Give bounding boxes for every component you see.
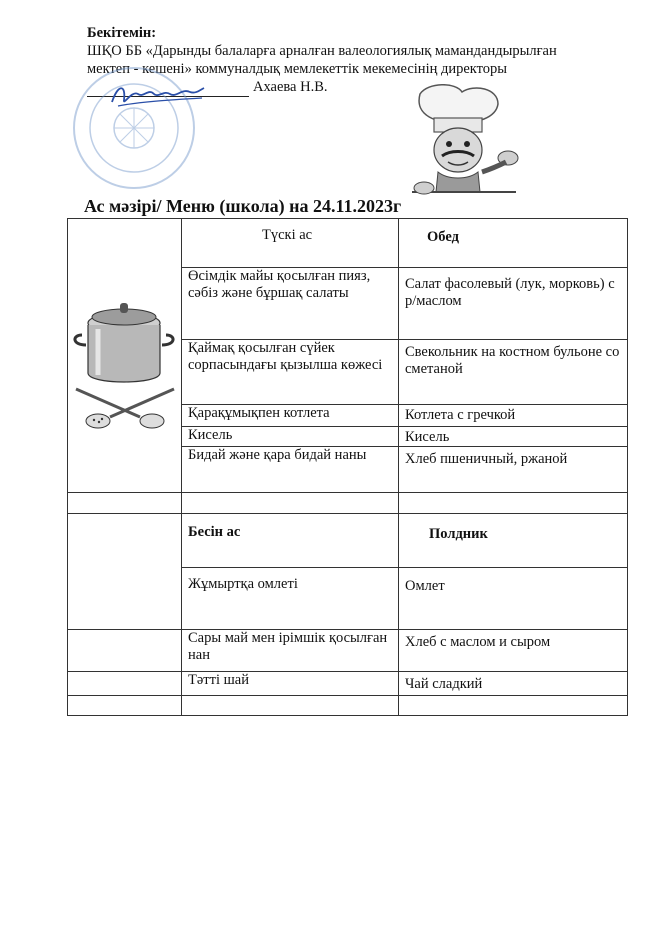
empty-cell — [68, 493, 182, 514]
menu-item-ru: Кисель — [399, 427, 628, 447]
empty-cell — [182, 696, 399, 716]
lunch-header-row — [68, 219, 628, 268]
snack-header-ru-cell — [399, 514, 628, 568]
snack-header-kz: Бесін ас — [188, 524, 241, 540]
handwritten-signature — [108, 80, 208, 110]
chef-illustration — [398, 84, 530, 200]
empty-row — [68, 493, 628, 514]
empty-cell — [68, 696, 182, 716]
menu-item-kz: Қарақұмықпен котлета — [182, 405, 399, 427]
lunch-header-ru-cell — [399, 219, 628, 268]
snack-header-ru: Полдник — [429, 526, 488, 542]
director-name: Ахаева Н.В. — [253, 79, 328, 95]
menu-title: Ас мәзірі/ Меню (школа) на 24.11.2023г — [84, 196, 402, 216]
empty-row — [68, 696, 628, 716]
menu-item-ru: Свекольник на костном бульоне со сметаной — [399, 340, 628, 405]
lunch-header-kz-cell — [182, 219, 399, 268]
menu-item-ru: Котлета с гречкой — [399, 405, 628, 427]
approval-line-2: мектеп - кешені» коммуналдық мемлекеттік мекемесінің директоры — [87, 61, 508, 77]
menu-table — [67, 218, 628, 716]
empty-cell — [399, 493, 628, 514]
empty-cell — [68, 672, 182, 696]
menu-item-kz: Сары май мен ірімшік қосылған нан — [182, 630, 399, 672]
menu-item-kz: Өсімдік майы қосылған пияз, сәбіз және бұршақ салаты — [182, 268, 399, 340]
menu-item-kz: Жұмыртқа омлеті — [182, 568, 399, 630]
empty-cell — [68, 630, 182, 672]
menu-item-kz: Қаймақ қосылған сүйек сорпасындағы қызылша көжесі — [182, 340, 399, 405]
lunch-header-ru: Обед — [427, 229, 459, 245]
empty-cell — [68, 514, 182, 630]
menu-item-kz: Тәтті шай — [182, 672, 399, 696]
menu-item-kz: Бидай және қара бидай наны — [182, 447, 399, 493]
pot-illustration-cell — [68, 219, 182, 493]
menu-item-ru: Хлеб пшеничный, ржаной — [399, 447, 628, 493]
snack-row — [68, 630, 628, 672]
menu-item-kz: Кисель — [182, 427, 399, 447]
menu-item-ru: Чай сладкий — [399, 672, 628, 696]
menu-item-ru: Хлеб с маслом и сыром — [399, 630, 628, 672]
pot-and-ladles-icon — [68, 281, 182, 431]
menu-item-ru: Салат фасолевый (лук, морковь) с р/маслом — [399, 268, 628, 340]
snack-header-row — [68, 514, 628, 568]
empty-cell — [182, 493, 399, 514]
approval-title: Бекітемін: — [87, 25, 157, 41]
approval-line-1: ШҚО ББ «Дарынды балаларға арналған валеологиялық мамандандырылған — [87, 43, 557, 59]
empty-cell — [399, 696, 628, 716]
snack-row — [68, 672, 628, 696]
lunch-header-kz: Түскі ас — [262, 227, 313, 243]
menu-item-ru: Омлет — [399, 568, 628, 630]
snack-header-kz-cell — [182, 514, 399, 568]
